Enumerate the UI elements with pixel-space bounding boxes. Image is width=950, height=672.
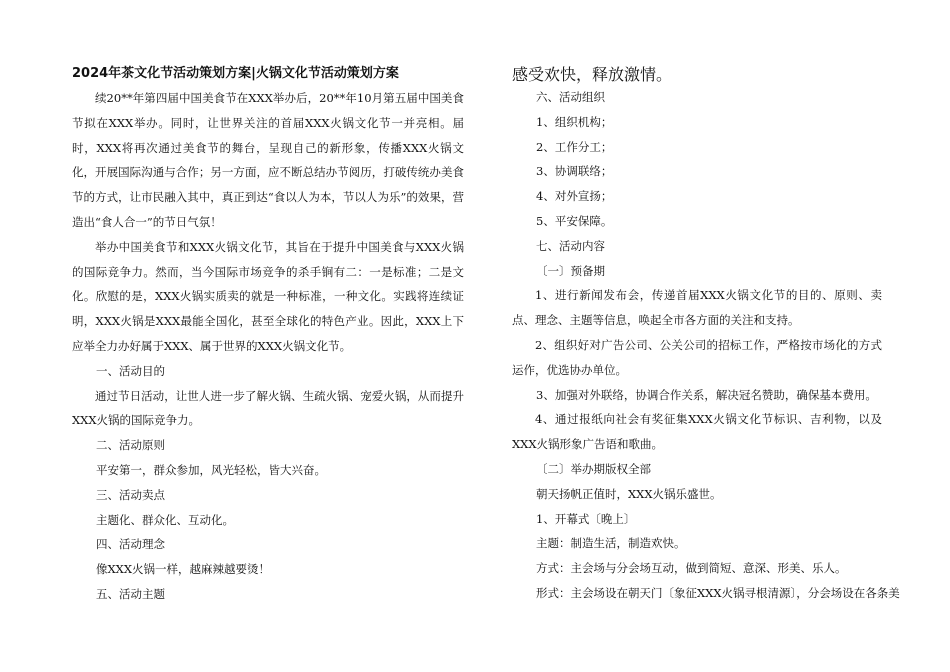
left-column [72,62,464,607]
list-item: 五、活动主题 [96,586,165,601]
list-item: 七、活动内容 [536,238,605,253]
list-item: 〔二〕举办期版权全部 [536,461,651,476]
list-item: 1、开幕式〔晚上〕 [536,511,636,526]
list-item: 1、组织机构； [536,114,613,129]
paragraph: 通过节日活动，让世人进一步了解火锅、生疏火锅、宠爱火锅，从而提升XXX火锅的国际竞争力。 [72,388,464,428]
right-column [512,62,900,606]
paragraph: 续20**年第四届中国美食节在XXX举办后，20**年10月第五届中国美食节拟在XXX举办。同时，让世界关注的首届XXX火锅文化节一并亮相。届时，XXX将再次通过美食节的舞台，呈现自己的新形象，传播XXX火锅文化，开展国际沟通与合作；另一方面，应不断总结办节阅历，打破传统办美食节的方式，让市民融入其中，真正到达“食以人为本，节以人为乐”的效果，营造出“食人合一”的节日气氛！ [72,91,464,229]
list-item: 一、活动目的 [96,363,165,378]
list-item: 5、平安保障。 [536,213,613,228]
list-item: 形式：主会场设在朝天门〔象征XXX火锅寻根清源〕，分会场设在各条美 [536,585,900,600]
paragraph: 4、通过报纸向社会有奖征集XXX火锅文化节标识、吉利物，以及XXX火锅形象广告语和歌曲。 [512,412,882,452]
list-item: 二、活动原则 [96,438,165,453]
list-item: 朝天扬帆正值时，XXX火锅乐盛世。 [536,486,722,501]
right-column-body [512,62,900,606]
list-item: 像XXX火锅一样，越麻辣越要烫！ [96,562,271,577]
paragraph: 举办中国美食节和XXX火锅文化节，其旨在于提升中国美食与XXX火锅的国际竞争力。然而，当今国际市场竞争的杀手锏有二：一是标准；二是文化。欣慰的是，XXX火锅实质卖的就是一种标准，一种文化。实践将连续证明，XXX火锅是XXX最能全国化，甚至全球化的特色产业。因此，XXX上下应举全力办好属于XXX、属于世界的XXX火锅文化节。 [72,239,464,353]
list-item: 〔一〕预备期 [536,263,605,278]
list-item: 四、活动理念 [96,537,165,552]
list-item: 方式：主会场与分会场互动，做到简短、意深、形美、乐人。 [536,561,847,576]
list-item: 3、协调联络； [536,164,613,179]
list-item: 六、活动组织 [536,90,605,104]
paragraph: 2、组织好对广告公司、公关公司的招标工作，严格按市场化的方式运作，优选协办单位。 [512,337,882,377]
left-column-body [72,86,464,607]
document-title: 2024年茶文化节活动策划方案|火锅文化节活动策划方案 [72,66,399,81]
paragraph: 1、进行新闻发布会，传递首届XXX火锅文化节的目的、原则、卖点、理念、主题等信息，唤起全市各方面的关注和支持。 [512,288,882,328]
list-item: 2、工作分工； [536,139,613,154]
paragraph-continuation: 感受欢快，释放激情。 [512,65,673,84]
list-item: 主题化、群众化、互动化。 [96,512,234,527]
list-item: 主题：制造生活，制造欢快。 [536,536,686,551]
list-item: 3、加强对外联络，协调合作关系，解决冠名赞助，确保基本费用。 [536,387,877,402]
list-item: 4、对外宣扬； [536,189,613,204]
list-item: 三、活动卖点 [96,487,165,502]
list-item: 平安第一，群众参加，风光轻松，皆大兴奋。 [96,462,326,477]
